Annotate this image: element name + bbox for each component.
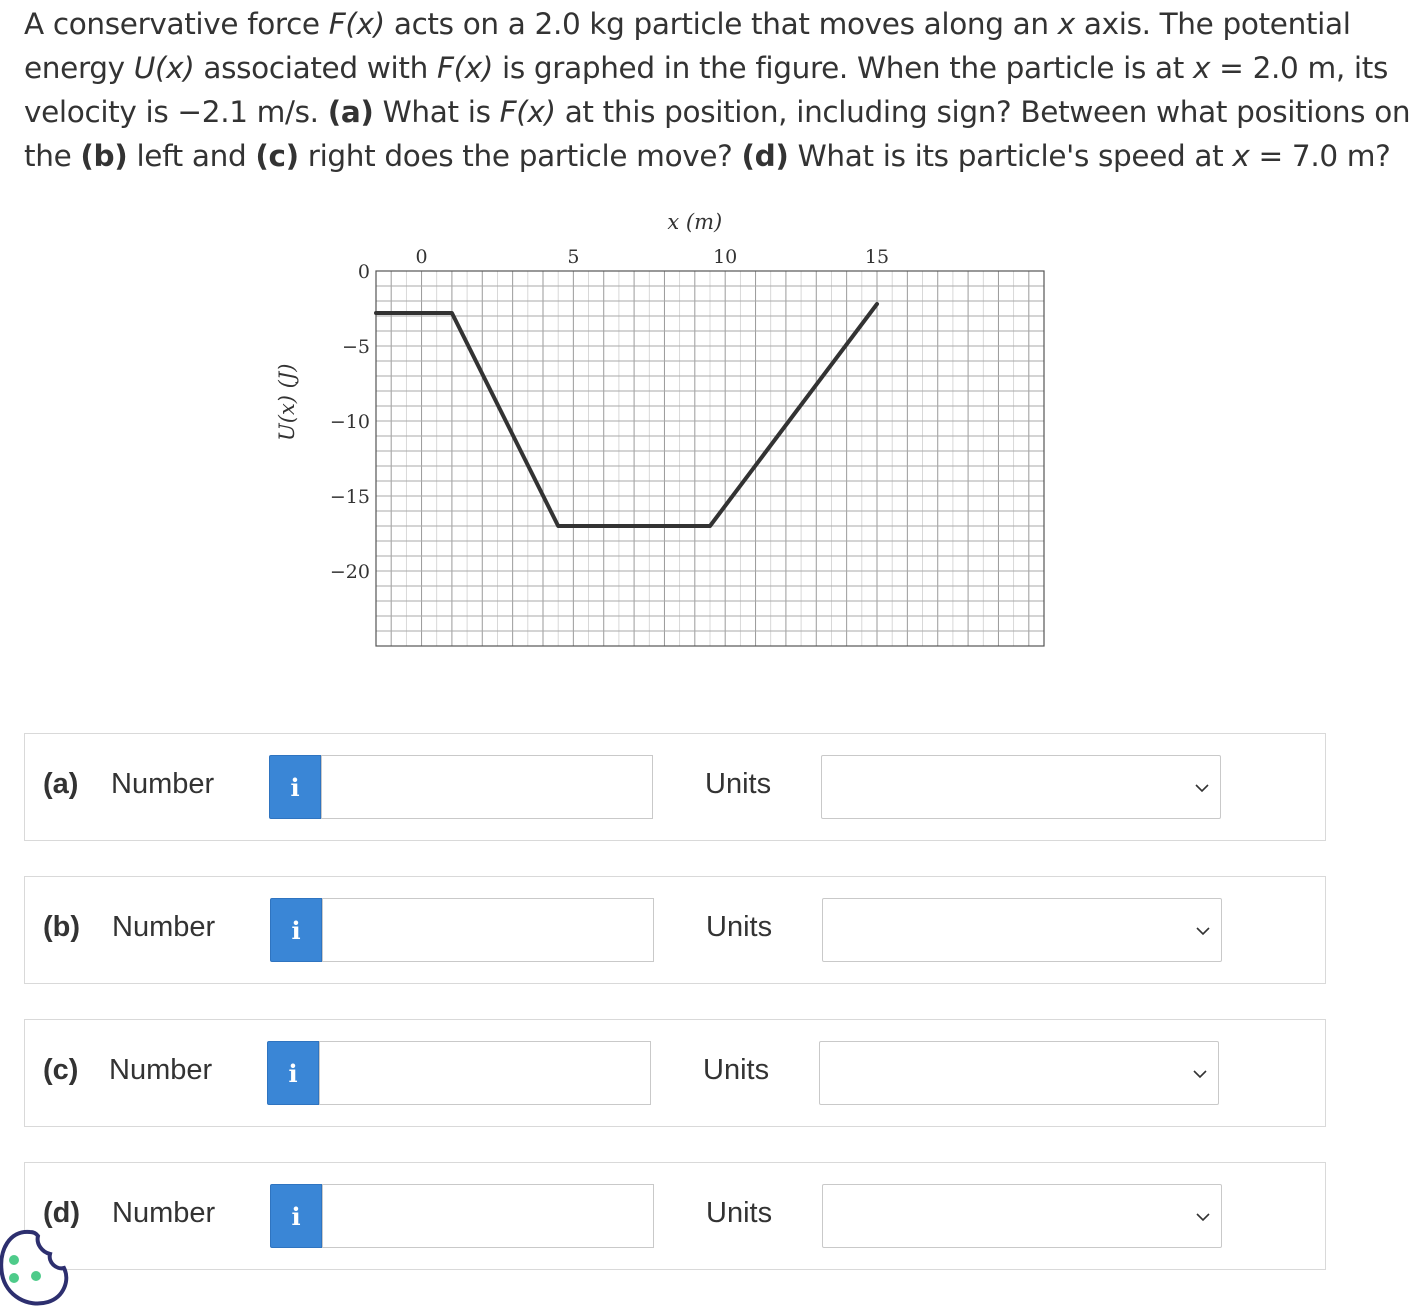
x-tick-label: 0 <box>415 246 428 268</box>
answer-row-a <box>24 733 1326 841</box>
y-axis-label: U(x) (J) <box>275 363 299 441</box>
y-tick-label: −10 <box>329 411 370 433</box>
number-input[interactable] <box>322 1184 654 1248</box>
question-text <box>24 2 1410 178</box>
y-tick-label: 0 <box>357 261 370 283</box>
number-input[interactable] <box>319 1041 651 1105</box>
number-input[interactable] <box>321 755 653 819</box>
units-label: Units <box>703 1054 770 1086</box>
chevron-down-icon <box>1195 923 1211 939</box>
y-tick-label: −15 <box>329 486 370 508</box>
info-button[interactable]: i <box>269 755 321 819</box>
part-label: (b) <box>43 911 81 943</box>
chart-svg <box>250 200 1070 670</box>
series-group <box>376 304 877 526</box>
question-line-3: velocity is −2.1 m/s. (a) What is F(x) at this position, including sign? Between what positions on <box>24 95 1410 129</box>
units-select[interactable] <box>819 1041 1219 1105</box>
units-select[interactable] <box>822 898 1222 962</box>
question-line-4: the (b) left and (c) right does the particle move? (d) What is its particle's speed at x = 7.0 m? <box>24 139 1391 173</box>
x-tick-label: 5 <box>567 246 580 268</box>
potential-energy-graph <box>250 200 1070 670</box>
part-kind: Number <box>112 1197 216 1229</box>
info-button[interactable]: i <box>267 1041 319 1105</box>
info-button[interactable]: i <box>270 898 322 962</box>
answer-row-d <box>24 1162 1326 1270</box>
y-tick-labels <box>330 261 370 583</box>
potential-energy-curve <box>376 304 877 526</box>
chevron-down-icon <box>1195 1209 1211 1225</box>
part-label: (d) <box>43 1197 81 1229</box>
answer-row-c <box>24 1019 1326 1127</box>
cookie-logo-icon[interactable] <box>0 1222 70 1312</box>
chevron-down-icon <box>1194 780 1210 796</box>
y-tick-label: −5 <box>341 336 370 358</box>
x-axis-label: x (m) <box>667 210 723 234</box>
number-input[interactable] <box>322 898 654 962</box>
chevron-down-icon <box>1192 1066 1208 1082</box>
grid-minor <box>376 271 1044 646</box>
units-label: Units <box>706 911 773 943</box>
units-select[interactable] <box>822 1184 1222 1248</box>
x-tick-labels <box>415 246 889 268</box>
units-label: Units <box>705 768 772 800</box>
part-label: (a) <box>43 768 79 800</box>
question-line-2: energy U(x) associated with F(x) is graphed in the figure. When the particle is at x = 2.0 m, its <box>24 51 1388 85</box>
part-kind: Number <box>112 911 216 943</box>
y-tick-label: −20 <box>329 561 370 583</box>
units-label: Units <box>706 1197 773 1229</box>
question-line-1: A conservative force F(x) acts on a 2.0 kg particle that moves along an x axis. The potential <box>24 7 1351 41</box>
units-select[interactable] <box>821 755 1221 819</box>
x-tick-label: 15 <box>864 246 890 268</box>
part-label: (c) <box>43 1054 79 1086</box>
part-kind: Number <box>109 1054 213 1086</box>
part-kind: Number <box>111 768 215 800</box>
info-button[interactable]: i <box>270 1184 322 1248</box>
x-tick-label: 10 <box>713 246 738 268</box>
answer-row-b <box>24 876 1326 984</box>
